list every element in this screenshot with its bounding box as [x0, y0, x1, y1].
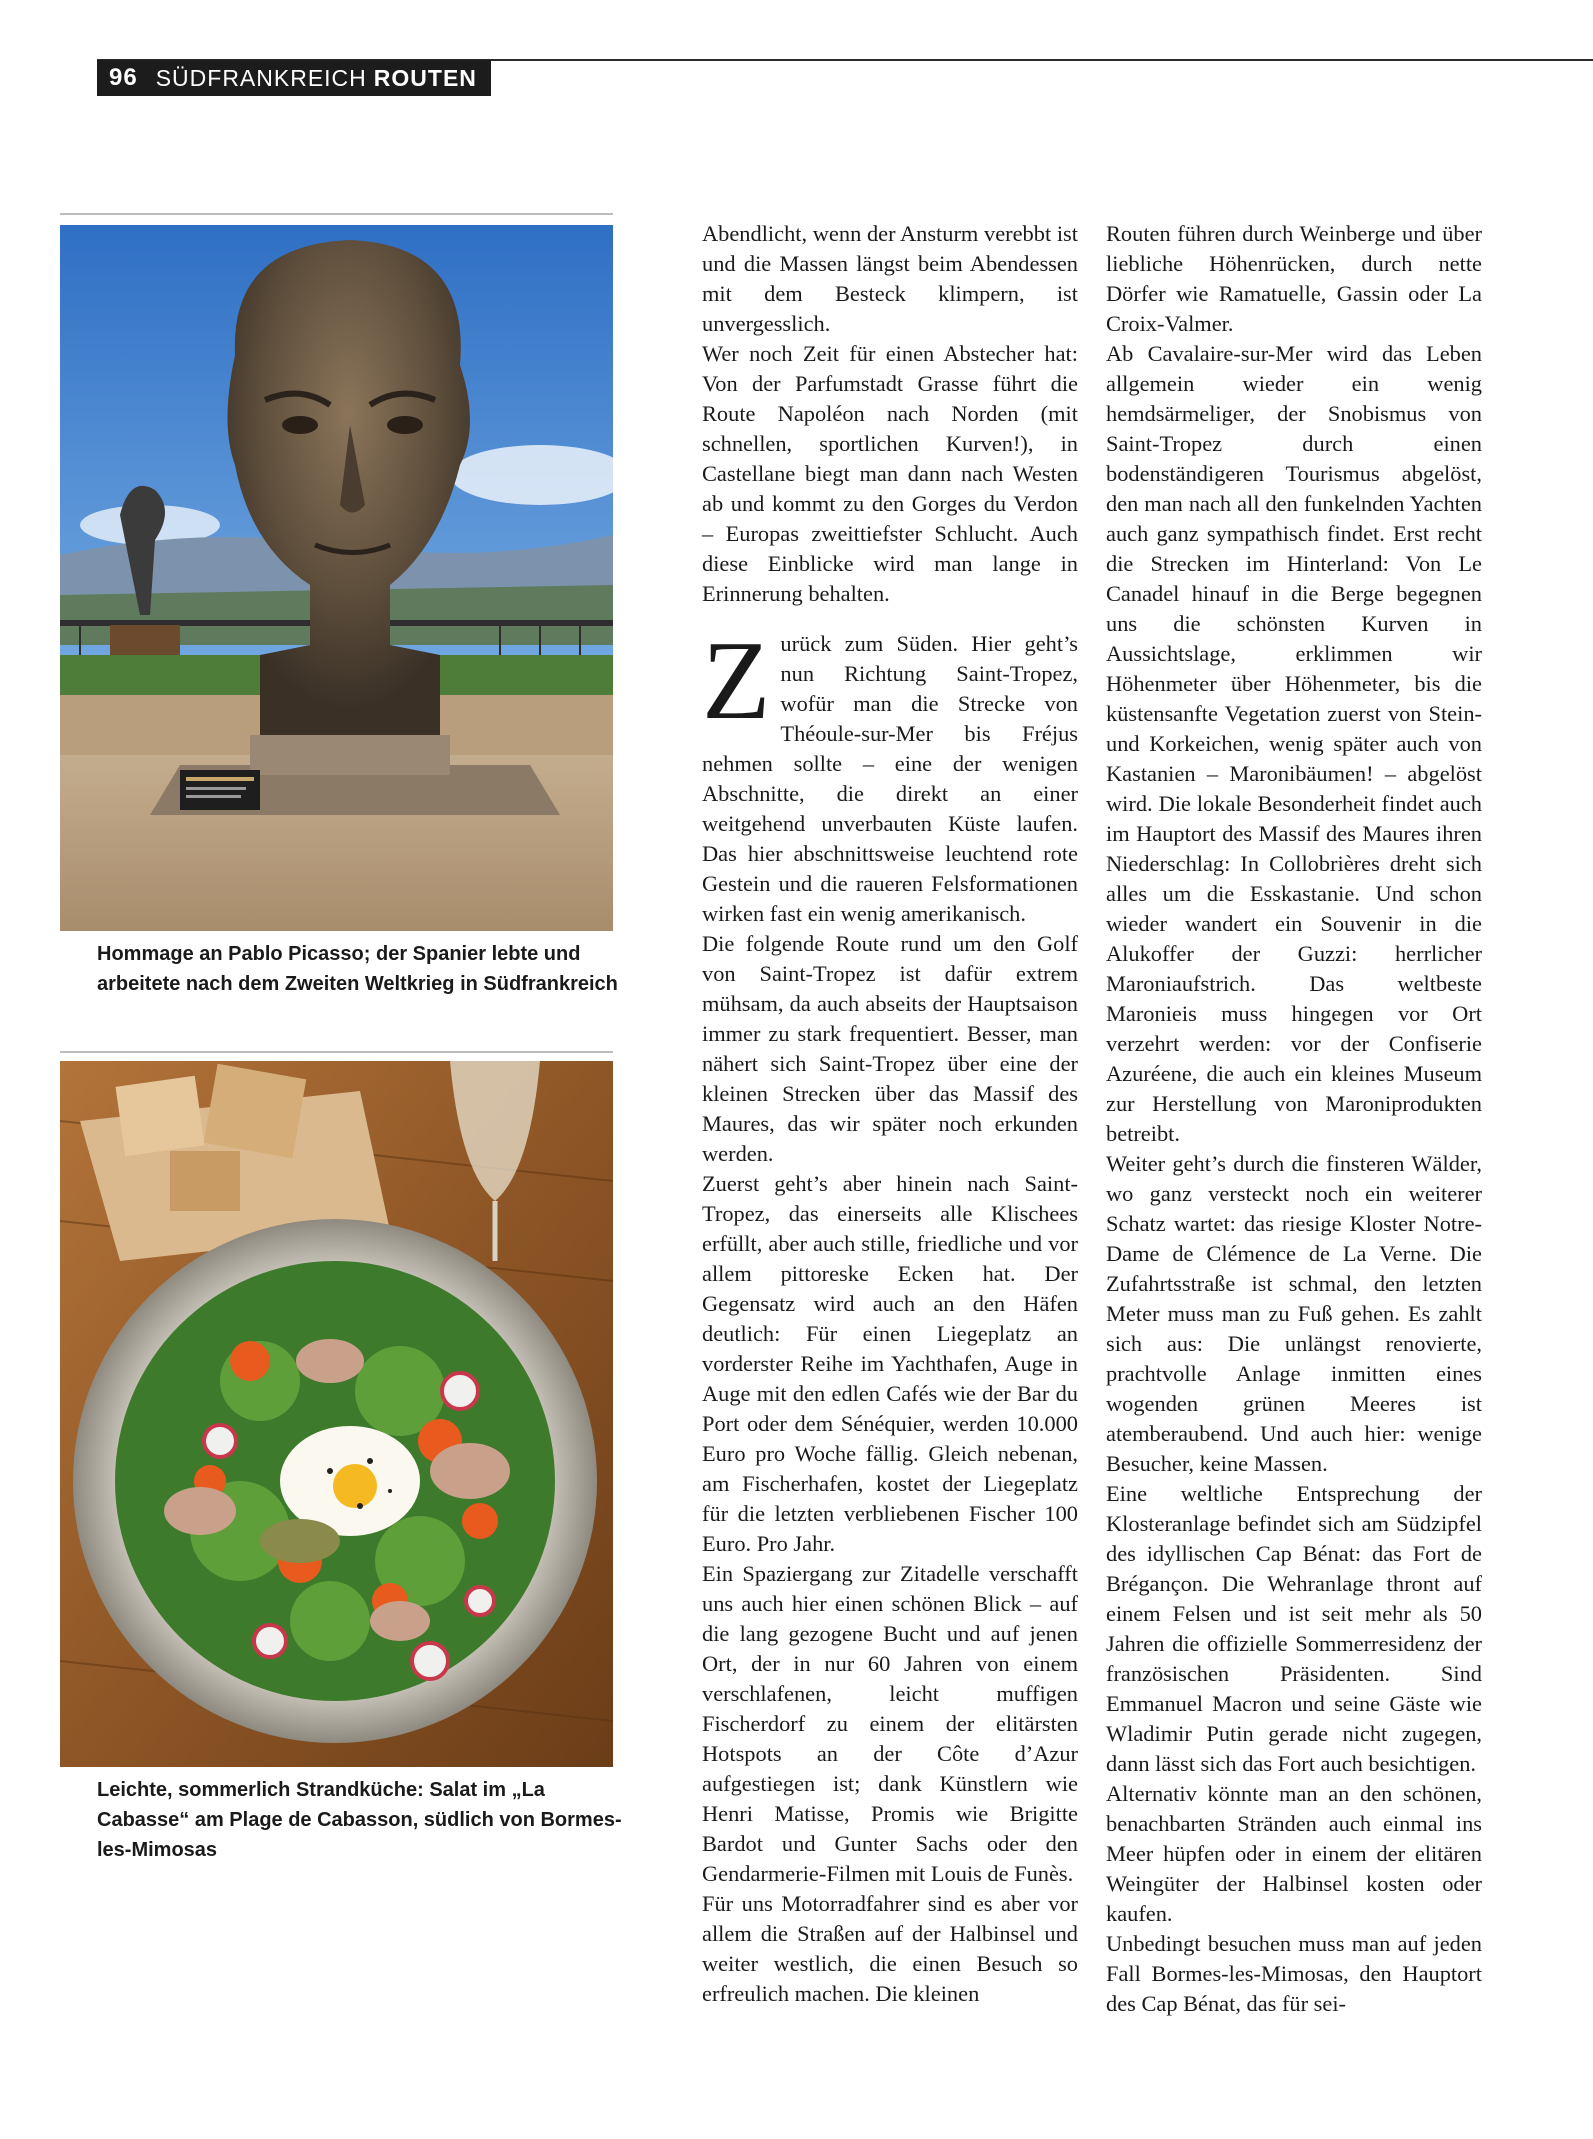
caption-picasso: Hommage an Pablo Picasso; der Spanier lebte und arbeitete nach dem Zweiten Weltkrieg in Südfrankreich — [97, 943, 618, 995]
section-title: SÜDFRANKREICH — [155, 64, 367, 91]
paragraph: Ein Spaziergang zur Zitadelle verschafft uns auch hier einen schönen Blick – auf die lang gezogene Bucht und auf jenen Ort, der in nur 60 Jahren von einem verschlafenen, leicht muffigen Fischerdorf zu einem der elitärsten Hotspots an der Côte d’Azur aufgestiegen ist; dank Künstlern wie Henri Matisse, Promis wie Brigitte Bardot und Gunter Sachs oder den Gendarmerie-Filmen mit Louis de Funès. — [702, 1561, 1078, 1886]
paragraph: Alternativ könnte man an den schönen, benachbarten Stränden auch einmal ins Meer hüpfen oder in einem der elitären Weingüter der Halbinsel kosten oder kaufen. — [1106, 1781, 1482, 1926]
photo-border-top — [60, 213, 613, 215]
section-title-bold: ROUTEN — [373, 64, 477, 91]
paragraph: Unbedingt besuchen muss man auf jeden Fall Bormes-les-Mimosas, den Hauptort des Cap Bénat, das für sei- — [1106, 1931, 1482, 2016]
caption-salad: Leichte, sommerlich Strandküche: Salat im „La Cabasse“ am Plage de Cabasson, südlich von Bormes-les-Mimosas — [97, 1779, 622, 1861]
paragraph: Weiter geht’s durch die finsteren Wälder, wo ganz versteckt noch ein weiterer Schatz wartet: das riesige Kloster Notre-Dame de Clémence de La Verne. Die Zufahrtsstraße ist schmal, den letzten Meter muss man zu Fuß gehen. Es zahlt sich aus: Die unlängst renovierte, prachtvolle Anlage inmitten eines wogenden grünen Meeres ist atemberaubend. Und auch hier: wenige Besucher, keine Massen. — [1106, 1151, 1482, 1476]
page-header — [97, 60, 491, 96]
paragraph-text: urück zum Süden. Hier geht’s nun Richtung Saint-Tropez, wofür man die Strecke von Théoule-sur-Mer bis Fréjus nehmen sollte – eine der wenigen Abschnitte, die direkt an einer weitgehend unverbauten Küste laufen. Das hier abschnittsweise leuchtend rote Gestein und die raueren Felsformationen wirken fast ein wenig amerikanisch. — [702, 631, 1078, 926]
photo-border-top — [60, 1051, 613, 1053]
paragraph: Eine weltliche Entsprechung der Klosteranlage befindet sich am Südzipfel des idyllischen Cap Bénat: das Fort de Brégançon. Die Wehranlage thront auf einem Felsen und ist seit mehr als 50 Jahren die offizielle Sommerresidenz der französischen Präsidenten. Sind Emmanuel Macron und seine Gäste wie Wladimir Putin gerade nicht zugegen, dann lässt sich das Fort auch besichtigen. — [1106, 1481, 1482, 1776]
paragraph: Routen führen durch Weinberge und über liebliche Höhenrücken, durch nette Dörfer wie Ramatuelle, Gassin oder La Croix-Valmer. — [1106, 221, 1482, 336]
paragraph: Wer noch Zeit für einen Abstecher hat: Von der Parfumstadt Grasse führt die Route Napoléon nach Norden (mit schnellen, sportlichen Kurven!), in Castellane biegt man dann nach Westen ab und kommt zu den Gorges du Verdon – Europas zweittiefster Schlucht. Auch diese Einblicke wird man lange in Erinnerung behalten. — [702, 341, 1078, 606]
picasso-photo — [60, 225, 613, 931]
paragraph: Für uns Motorradfahrer sind es aber vor allem die Straßen auf der Halbinsel und weiter westlich, die einen Besuch so erfreulich machen. Die kleinen — [702, 1891, 1078, 2006]
paragraph: Abendlicht, wenn der Ansturm verebbt ist und die Massen längst beim Abendessen mit dem Besteck klimpern, ist unvergesslich. — [702, 221, 1078, 336]
paragraph: Ab Cavalaire-sur-Mer wird das Leben allgemein wieder ein wenig hemdsärmeliger, der Snobismus von Saint-Tropez durch einen bodenständigeren Tourismus abgelöst, den man nach all den funkelnden Yachten auch ganz sympathisch findet. Erst recht die Strecken im Hinterland: Von Le Canadel hinauf in die Berge begegnen uns die schönsten Kurven in Aussichtslage, erklimmen wir Höhenmeter über Höhenmeter, bis die küstensanfte Vegetation zuerst von Stein- und Korkeichen, wenig später auch von Kastanien – Maronibäumen! – abgelöst wird. Die lokale Besonderheit findet auch im Hauptort des Massif des Maures ihren Niederschlag: In Collobrières dreht sich alles um die Esskastanie. Und schon wieder wandert ein Souvenir in die Alukoffer der Guzzi: herrlicher Maroniaufstrich. Das weltbeste Maronieis muss hingegen vor Ort verzehrt werden: vor der Confiserie Azuréene, die auch ein kleines Museum zur Herstellung von Maroniprodukten betreibt. — [1106, 341, 1482, 1146]
salad-photo — [60, 1061, 613, 1767]
paragraph: Zuerst geht’s aber hinein nach Saint-Tropez, das einerseits alle Klischees erfüllt, aber auch stille, friedliche und vor allem pittoreske Ecken hat. Der Gegensatz wird auch an den Häfen deutlich: Für einen Liegeplatz an vorderster Reihe im Yachthafen, Auge in Auge mit den edlen Cafés wie der Bar du Port oder dem Sénéquier, werden 10.000 Euro pro Woche fällig. Gleich nebenan, am Fischerhafen, kostet der Liegeplatz für die letzten verbliebenen Fischer 100 Euro. Pro Jahr. — [702, 1171, 1078, 1556]
paragraph: Die folgende Route rund um den Golf von Saint-Tropez ist dafür extrem mühsam, da auch abseits der Hauptsaison immer zu stark frequentiert. Besser, man nähert sich Saint-Tropez über eine der kleinen Strecken über das Massif des Maures, das wir später noch erkunden werden. — [702, 931, 1078, 1166]
page-number: 96 — [109, 64, 138, 91]
text-column-1 — [702, 219, 1078, 2009]
paragraph-dropcap — [702, 619, 1078, 929]
drop-cap: Z — [702, 619, 771, 743]
text-column-2 — [1106, 219, 1482, 2019]
